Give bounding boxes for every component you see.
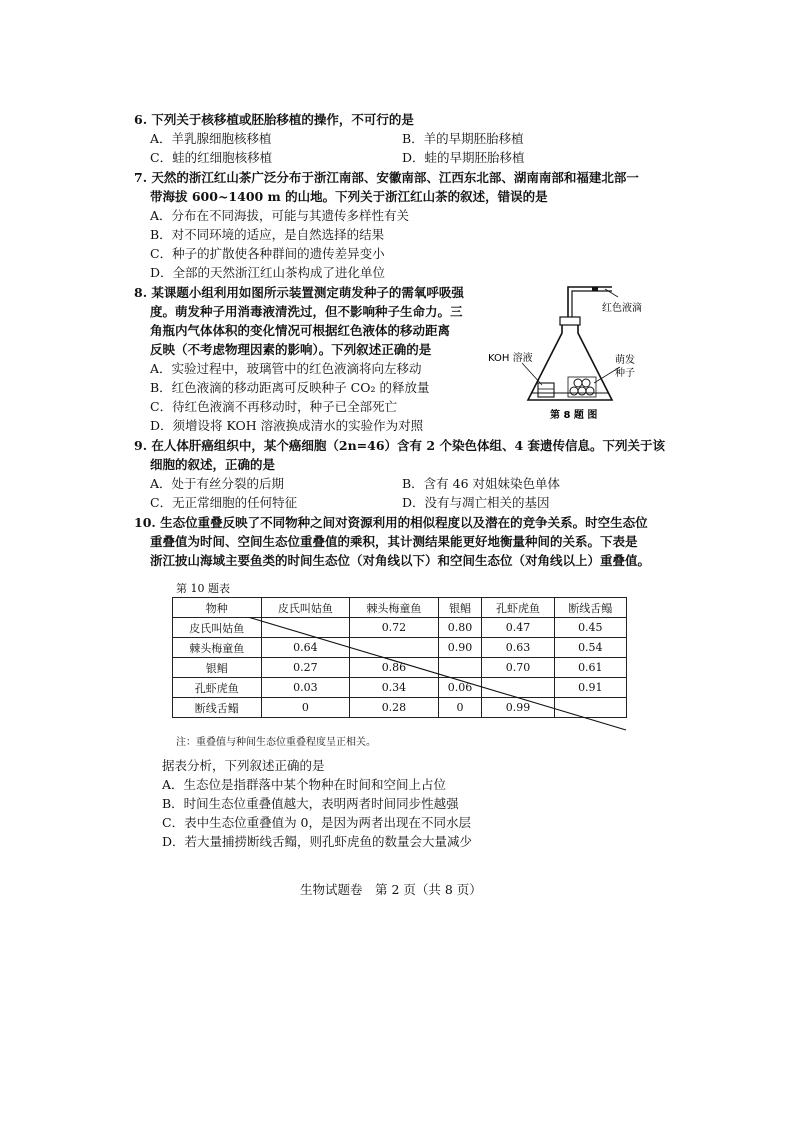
q6-option-b: B．羊的早期胚胎移植 xyxy=(402,131,524,146)
table-header-cell: 棘头梅童鱼 xyxy=(350,598,439,618)
table-cell: 0 xyxy=(438,698,482,718)
q7-option-c: C．种子的扩散使各种群间的遗传差异变小 xyxy=(150,246,385,261)
figure-caption: 第 8 题 图 xyxy=(550,410,598,421)
q10-option-d: D．若大量捕捞断线舌鳎，则孔虾虎鱼的数量会大量减少 xyxy=(162,834,473,849)
q8-stem-line3: 角瓶内气体体积的变化情况可根据红色液体的移动距离 xyxy=(150,323,451,338)
q10-stem-line2: 重叠值为时间、空间生态位重叠值的乘积，其计测结果能更好地衡量种间的关系。下表是 xyxy=(150,534,638,549)
table-cell: 0.28 xyxy=(350,698,439,718)
q10-stem-line1: 10. 生态位重叠反映了不同物种之间对资源利用的相似程度以及潜在的竞争关系。时空生态位 xyxy=(134,515,648,530)
table-header-cell: 银鲳 xyxy=(438,598,482,618)
table-cell: 0.63 xyxy=(482,638,554,658)
label-seed-1: 萌发 xyxy=(615,355,635,366)
table-cell: 0 xyxy=(261,698,350,718)
q10-option-b: B．时间生态位重叠值越大，表明两者时间同步性越强 xyxy=(162,796,459,811)
red-drop-icon xyxy=(592,287,598,291)
table-header-cell: 断线舌鳎 xyxy=(554,598,626,618)
table-cell: 0.61 xyxy=(554,658,626,678)
q10-option-a: A．生态位是指群落中某个物种在时间和空间上占位 xyxy=(162,777,447,792)
q9-stem-line1: 9. 在人体肝癌组织中，某个癌细胞（2n=46）含有 2 个染色体组、4 套遗传信息。下列关于该 xyxy=(134,438,666,453)
q6-stem: 6. 下列关于核移植或胚胎移植的操作，不可行的是 xyxy=(134,112,414,127)
q7-stem-line2: 带海拔 600~1400 m 的山地。下列关于浙江红山茶的叙述，错误的是 xyxy=(150,189,548,204)
table-cell: 皮氏叫姑鱼 xyxy=(173,618,262,638)
koh-beaker xyxy=(538,383,554,397)
label-red-drop: 红色液滴 xyxy=(602,303,642,314)
table-caption: 第 10 题表 xyxy=(176,582,230,595)
table-cell: 棘头梅童鱼 xyxy=(173,638,262,658)
q6-option-c: C．蛙的红细胞核移植 xyxy=(150,150,273,165)
q9-option-d: D．没有与凋亡相关的基因 xyxy=(402,495,550,510)
table-header-row xyxy=(173,598,627,618)
table-header-cell: 孔虾虎鱼 xyxy=(482,598,554,618)
q8-option-a: A．实验过程中，玻璃管中的红色液滴将向左移动 xyxy=(150,361,422,376)
table-cell: 0.90 xyxy=(438,638,482,658)
q6-option-d: D．蛙的早期胚胎移植 xyxy=(402,150,525,165)
table-cell: 0.34 xyxy=(350,678,439,698)
q7-stem-line1: 7. 天然的浙江红山茶广泛分布于浙江南部、安徽南部、江西东北部、湖南南部和福建北部一 xyxy=(134,170,639,185)
table-header-cell: 皮氏叫姑鱼 xyxy=(261,598,350,618)
page-footer: 生物试题卷 第 2 页（共 8 页） xyxy=(300,882,482,897)
table-diagonal-line xyxy=(248,617,628,732)
q9-option-c: C．无正常细胞的任何特征 xyxy=(150,495,298,510)
q10-option-c: C．表中生态位重叠值为 0，是因为两者出现在不同水层 xyxy=(162,815,471,830)
q10-stem-line3: 浙江披山海域主要鱼类的时间生态位（对角线以下）和空间生态位（对角线以上）重叠值。 xyxy=(150,553,651,568)
table-cell: 0.64 xyxy=(261,638,350,658)
table-cell: 0.72 xyxy=(350,618,439,638)
label-koh: KOH 溶液 xyxy=(488,353,533,364)
table-cell: 0.70 xyxy=(482,658,554,678)
table-note: 注：重叠值与种间生态位重叠程度呈正相关。 xyxy=(176,737,376,748)
seeds-icon xyxy=(568,377,596,397)
table-cell: 0.54 xyxy=(554,638,626,658)
q8-option-d: D．须增设将 KOH 溶液换成清水的实验作为对照 xyxy=(150,418,424,433)
table-cell: 0.47 xyxy=(482,618,554,638)
table-cell: 0.03 xyxy=(261,678,350,698)
q6-option-a: A．羊乳腺细胞核移植 xyxy=(150,131,272,146)
stopper xyxy=(560,317,580,325)
table-cell: 0.06 xyxy=(438,678,482,698)
q8-option-c: C．待红色液滴不再移动时，种子已全部死亡 xyxy=(150,399,398,414)
table-cell: 0.80 xyxy=(438,618,482,638)
q8-stem-line4: 反映（不考虑物理因素的影响）。下列叙述正确的是 xyxy=(150,342,432,357)
q7-option-b: B．对不同环境的适应，是自然选择的结果 xyxy=(150,227,385,242)
q9-stem-line2: 细胞的叙述，正确的是 xyxy=(150,457,276,472)
label-seed-2: 种子 xyxy=(615,368,635,379)
q8-stem-line1: 8. 某课题小组利用如图所示装置测定萌发种子的需氧呼吸强 xyxy=(134,285,464,300)
table-cell: 断线舌鳎 xyxy=(173,698,262,718)
q8-option-b: B．红色液滴的移动距离可反映种子 CO₂ 的释放量 xyxy=(150,380,430,395)
q8-apparatus-figure xyxy=(480,275,680,425)
q7-option-d: D．全部的天然浙江红山茶构成了进化单位 xyxy=(150,265,386,280)
q8-stem-line2: 度。萌发种子用消毒液清洗过，但不影响种子生命力。三 xyxy=(150,304,463,319)
table-cell: 0.86 xyxy=(350,658,439,678)
table-cell: 银鲳 xyxy=(173,658,262,678)
q9-option-b: B．含有 46 对姐妹染色单体 xyxy=(402,476,561,491)
table-cell: 0.45 xyxy=(554,618,626,638)
table-cell: 0.99 xyxy=(482,698,554,718)
q9-option-a: A．处于有丝分裂的后期 xyxy=(150,476,285,491)
q7-option-a: A．分布在不同海拔，可能与其遗传多样性有关 xyxy=(150,208,410,223)
q10-analysis: 据表分析，下列叙述正确的是 xyxy=(162,758,325,773)
table-cell: 0.91 xyxy=(554,678,626,698)
table-header-cell: 物种 xyxy=(173,598,262,618)
table-cell: 孔虾虎鱼 xyxy=(173,678,262,698)
table-cell: 0.27 xyxy=(261,658,350,678)
